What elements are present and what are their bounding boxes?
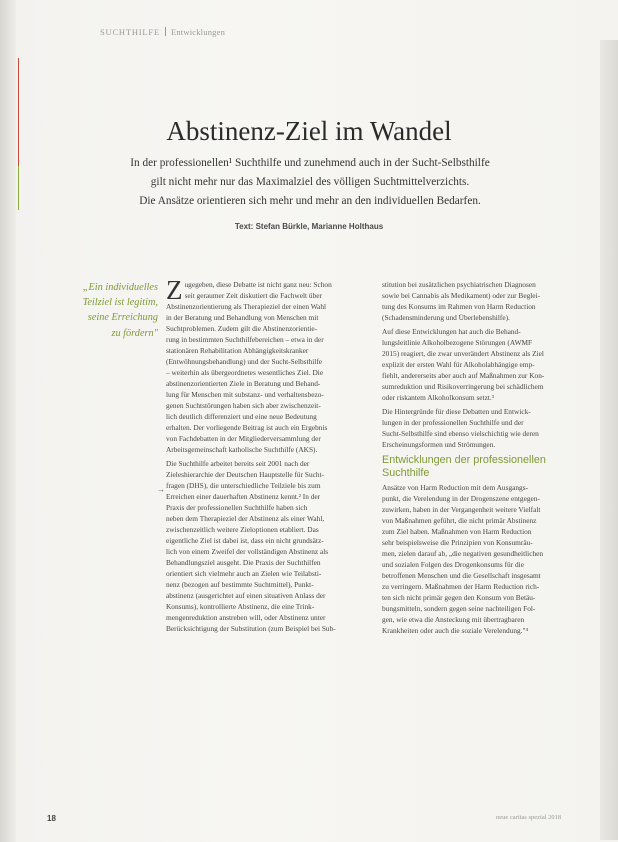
- pull-quote-line: „Ein individuelles: [82, 282, 158, 293]
- paragraph: [166, 458, 364, 634]
- text-line: sehr beispielsweise die Prinzipien von Konsumräu-: [382, 538, 533, 547]
- text-line: abstinenz (ausgerichtet auf einen situativen Anlass der: [166, 591, 326, 600]
- text-line: ugegeben, diese Debatte ist nicht ganz neu: Schon: [184, 280, 332, 289]
- text-line: nenz (bezogen auf bestimmte Suchtmittel), Punkt-: [166, 580, 314, 589]
- text-line: men, zielen darauf ab, „die negativen gesundheitlichen: [382, 549, 544, 558]
- paragraph: [166, 301, 364, 455]
- text-line: Behandlungsziel ausgeht. Die Praxis der Suchthilfen: [166, 558, 321, 567]
- text-line: Die Hintergründe für diese Debatten und Entwick-: [382, 407, 531, 416]
- section-subhead: [382, 454, 580, 480]
- text-line: Praxis der professionellen Suchthilfe haben sich: [166, 503, 308, 512]
- text-line: lung für Menschen mit substanz- und verhaltensbezo-: [166, 390, 324, 399]
- text-line: sowie bei Cannabis als Medikament) oder zur Beglei-: [382, 291, 541, 300]
- text-line: lich deutlich differenziert und eine neue Bedeutung: [166, 412, 317, 421]
- text-line: sumreduktion und Risikoverringerung bei schädlichem: [382, 382, 544, 391]
- text-line: lich von einem Zweifel der vollständigen Abstinenz als: [166, 547, 329, 556]
- text-line: stationären Rehabilitation Abhängigkeitskranker: [166, 346, 309, 355]
- subhead-line: Suchthilfe: [382, 467, 430, 479]
- text-column-2: [382, 279, 580, 639]
- pull-quote: [40, 280, 158, 341]
- running-head-section: SUCHTHILFE: [100, 27, 160, 37]
- lead-line: gilt nicht mehr nur das Maximalziel des völligen Suchtmittelverzichts.: [150, 176, 470, 188]
- text-column-1: [166, 275, 364, 637]
- text-line: zu verringern. Maßnahmen der Harm Reduction rich-: [382, 582, 540, 591]
- text-line: neben dem Therapieziel der Abstinenz als einer Wahl,: [166, 514, 325, 523]
- byline: Text: Stefan Bürkle, Marianne Holthaus: [234, 222, 384, 231]
- text-line: orientiert sich vielmehr auch an Zielen wie Teilabsti-: [166, 569, 322, 578]
- text-line: lungsleitlinie Alkoholbezogene Störungen (AWMF: [382, 338, 533, 347]
- paragraph: [382, 482, 580, 636]
- text-line: von Fachdebatten in der Mitgliederversammlung der: [166, 434, 321, 443]
- lead-line: In der professionellen¹ Suchthilfe und zunehmend auch in der Sucht-Selbsthilfe: [130, 157, 490, 169]
- text-line: fragen (DHS), die unterschiedliche Teilziele bis zum: [166, 481, 321, 490]
- text-line: Ansätze von Harm Reduction mit dem Ausgangs-: [382, 483, 529, 492]
- text-line: seit geraumer Zeit diskutiert die Fachwelt über: [184, 291, 322, 300]
- subhead-line: Entwicklungen der professionellen: [382, 454, 546, 466]
- text-line: Konsums), kontrollierte Abstinenz, die eine Trink-: [166, 602, 315, 611]
- text-line: mengenreduktion anstreben will, oder Abstinenz unter: [166, 613, 326, 622]
- paragraph: [382, 406, 580, 450]
- paragraph: [382, 326, 580, 403]
- text-line: stitution bei zusätzlichen psychiatrischen Diagnosen: [382, 280, 536, 289]
- text-line: in der Beratung und Behandlung von Menschen mit: [166, 313, 319, 322]
- page-edge: [600, 40, 618, 840]
- text-line: Erscheinungsformen und Strömungen.: [382, 440, 496, 449]
- text-line: eigentliche Ziel ist dabei ist, dass ein nicht grundsätz-: [166, 536, 324, 545]
- text-line: zwischenzeitlich weitere Zieloptionen etabliert. Das: [166, 525, 319, 534]
- pull-quote-line: Teilziel ist legitim,: [82, 297, 158, 309]
- text-line: Die Suchthilfe arbeitet bereits seit 2001 nach der: [166, 459, 310, 468]
- text-line: bungsmitteln, sondern gegen seine nachteiligen Fol-: [382, 604, 536, 613]
- publication-name: neue caritas spezial 2018: [496, 814, 562, 821]
- text-line: erhalten. Der vorliegende Beitrag ist auch ein Ergebnis: [166, 423, 328, 432]
- text-line: gen, wie etwa die Ansteckung mit übertragbaren: [382, 615, 525, 624]
- margin-accent-red: [18, 58, 19, 166]
- text-line: Sucht-Selbsthilfe sind ebenso vielschichtig wie deren: [382, 429, 539, 438]
- running-head: [100, 27, 225, 37]
- text-line: 2015) reagiert, die zwar unverändert Abstinenz als Ziel: [382, 349, 544, 358]
- text-line: lungen in der professionellen Suchthilfe und der: [382, 418, 524, 427]
- running-head-divider: [165, 27, 166, 36]
- text-line: punkt, die Verelendung in der Drogenszene entgegen-: [382, 494, 540, 503]
- text-line: abstinenzorientierten Ziele in Beratung und Behand-: [166, 379, 321, 388]
- pull-quote-line: zu fördern": [111, 327, 158, 339]
- text-line: und sozialen Folgen des Drogenkonsums für die: [382, 560, 524, 569]
- page-number: 18: [47, 814, 56, 823]
- opening-paragraph: [166, 275, 364, 305]
- text-line: fiehlt, andererseits aber auch auf Maßnahmen zur Kon-: [382, 371, 545, 380]
- text-line: von Maßnahmen geführt, die nicht primär Abstinenz: [382, 516, 537, 525]
- article-lead: [110, 154, 510, 211]
- text-line: oder riskantem Alkoholkonsum setzt.³: [382, 393, 494, 402]
- text-line: Zieleshierarchie der Deutschen Hauptstelle für Sucht-: [166, 470, 325, 479]
- text-line: Auf diese Entwicklungen hat auch die Behand-: [382, 327, 521, 336]
- text-line: Suchtproblemen. Zudem gilt die Abstinenzorientie-: [166, 324, 318, 333]
- text-line: explizit der ersten Wahl für Alkoholabhängige emp-: [382, 360, 535, 369]
- drop-cap: Z: [166, 275, 183, 305]
- lead-line: Die Ansätze orientieren sich mehr und mehr an den individuellen Bedarfen.: [139, 195, 481, 207]
- margin-arrow-mark: →: [157, 485, 165, 494]
- text-line: betroffenen Menschen und die Gesellschaft insgesamt: [382, 571, 541, 580]
- paragraph: [382, 279, 580, 323]
- article-title: Abstinenz-Ziel im Wandel: [166, 116, 452, 146]
- text-line: zum Ziel haben. Maßnahmen von Harm Reduction: [382, 527, 532, 536]
- margin-accent-green: [18, 166, 19, 210]
- text-line: Arbeitsgemeinschaft katholische Suchthilfe (AKS).: [166, 445, 318, 454]
- text-line: (Entwöhnungsbehandlung) und der Sucht-Selbsthilfe: [166, 357, 323, 366]
- running-head-subsection: Entwicklungen: [170, 27, 226, 37]
- text-line: ten sich nicht primär gegen den Konsum von Betäu-: [382, 593, 536, 602]
- text-line: Krankheiten oder auch die soziale Verelendung."⁴: [382, 626, 529, 635]
- pull-quote-line: seine Erreichung: [87, 312, 158, 324]
- text-line: Erreichen einer dauerhaften Abstinenz kennt.² In der: [166, 492, 321, 501]
- text-line: Abstinenzorientierung als Therapieziel der einen Wahl: [166, 302, 327, 311]
- text-line: tung des Konsums im Rahmen von Harm Reduction: [382, 302, 536, 311]
- text-line: (Schadensminderung und Überlebenshilfe).: [382, 313, 510, 322]
- text-line: – weiterhin als übergeordnetes wesentliches Ziel. Die: [166, 368, 324, 377]
- text-line: Berücksichtigung der Substitution (zum Beispiel bei Sub-: [166, 624, 336, 633]
- text-line: rung in bestimmten Suchthilfebereichen – etwa in der: [166, 335, 324, 344]
- text-line: genen Suchtstörungen haben sich aber zwischenzeit-: [166, 401, 321, 410]
- text-line: zuwirken, haben in der Vergangenheit weitere Vielfalt: [382, 505, 541, 514]
